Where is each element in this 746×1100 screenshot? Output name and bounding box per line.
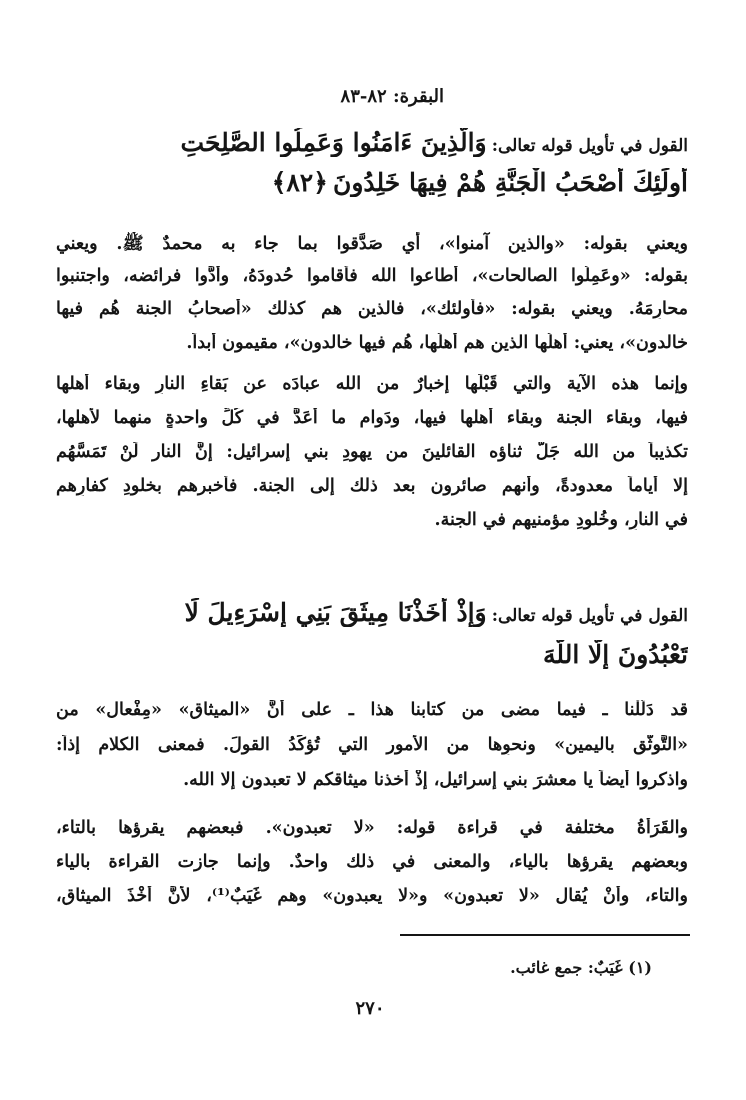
section1-p2-line1: وإنما هذه الآية والتي قَبْلَها إخبارٌ من الله عبادَه عن بَقاءِ النارِ وبقاء أهلها [56, 374, 688, 394]
section2-p2-line2: وبعضهم يقرؤها بالياء، والمعنى في ذلك واحدٌ. وإنما جازت القراءة بالياء [56, 852, 688, 872]
running-header: البقرة: ٨٢-٨٣ [340, 86, 444, 107]
section1-p1-line1: ويعني بقوله: «والذين آمنوا»، أي صَدَّقوا بما جاء به محمدٌ ﷺ. ويعني [56, 234, 688, 254]
section1-p1-line3: محارِمَهُ. ويعني بقوله: «فأولئك»، فالذين هم كذلك «أصحابُ الجنة هُم فيها [56, 299, 688, 319]
section1-verse-line1: وَالَّذِينَ ءَامَنُوا وَعَمِلُوا الصَّلِحَتِ [180, 128, 487, 157]
footnote-text: غَيَبٌ: جمع غائب. [510, 958, 623, 977]
section2-p2-line3: والتاء، وأنْ يُقال «لا تعبدون» و«لا يعبدون» وهم غَيَبٌ⁽¹⁾، لأنَّ أخْذَ الميثاق، [56, 886, 688, 906]
verse-end-marker: ﴿٨٢﴾ [271, 168, 328, 197]
section1-verse-line2: أُولَئِكَ أَصْحَبُ الْجَنَّةِ هُمْ فِيهَا خَلِدُونَ [332, 168, 688, 197]
section1-p2-line3: تكذيباً من الله جَلَّ ثناؤه القائلينَ من يهودِ بني إسرائيل: إنَّ النار لَنْ تَمَسَّهُم [56, 442, 688, 462]
footnote-divider [400, 934, 690, 936]
section1-p1-line2: بقوله: «وعَمِلُوا الصالحات»، أطاعوا الله فأقاموا حُدودَهُ، وأدَّوا فرائضه، واجتنبوا [56, 266, 688, 286]
section2-p1-line1: قد دَلَّلْنا ـ فيما مضى من كتابنا هذا ـ على أنَّ «الميثاق» «مِفْعال» من [56, 700, 688, 720]
section2-verse-line1: وَإِذْ أَخَذْنَا مِيثَقَ بَنِي إِسْرَءِيلَ لَا [184, 598, 487, 627]
page-number: ٢٧٠ [355, 998, 385, 1019]
section2-p1-line3: واذكروا أيضاً يا معشرَ بني إسرائيل، إذْ أخذنا ميثاقكم لا تعبدون إلا الله. [183, 770, 688, 790]
section1-p2-line5: في النارِ، وخُلودِ مؤمنيهم في الجنة. [434, 510, 688, 530]
section1-intro: القول في تأويل قوله تعالى: [491, 136, 688, 156]
section2-p1-line2: «التَّوثُّق باليمين» ونحوِها من الأمور التي تُؤكِّدُ القولَ. فمعنى الكلام إذاً: [56, 735, 688, 755]
section1-p2-line4: إلا أياماً معدودةً، وأنهم صائرون بعد ذلك إلى الجنة. فأخبرهم بخلودِ كفارِهم [56, 476, 688, 496]
footnote [510, 958, 652, 977]
section1-p2-line2: فيها، وبقاء الجنة وبقاء أهلها فيها، ودَوام ما أعَدَّ في كُلِّ واحدةٍ منهما لأهلها، [56, 408, 688, 428]
section2-verse-line2: تَعْبُدُونَ إِلَّا اللَّهَ [543, 640, 688, 669]
section2-intro: القول في تأويل قوله تعالى: [491, 606, 688, 626]
verse-number: ٨٢ [286, 168, 314, 197]
section1-heading-line2 [100, 168, 688, 197]
section1-p1-line4: خالدون»، يعني: أهلُها الذين هم أهلُها، هُم فيها خالدون»، مقيمون أبداً. [186, 333, 688, 353]
section1-heading-line1 [100, 128, 688, 157]
section2-heading-line1 [100, 598, 688, 627]
footnote-marker: (١) [628, 958, 652, 977]
section2-heading-line2 [100, 640, 688, 669]
section2-p2-line1: والقَرَأةُ مختلفة في قراءة قوله: «لا تعبدون». فبعضهم يقرؤها بالتاء، [56, 818, 688, 838]
